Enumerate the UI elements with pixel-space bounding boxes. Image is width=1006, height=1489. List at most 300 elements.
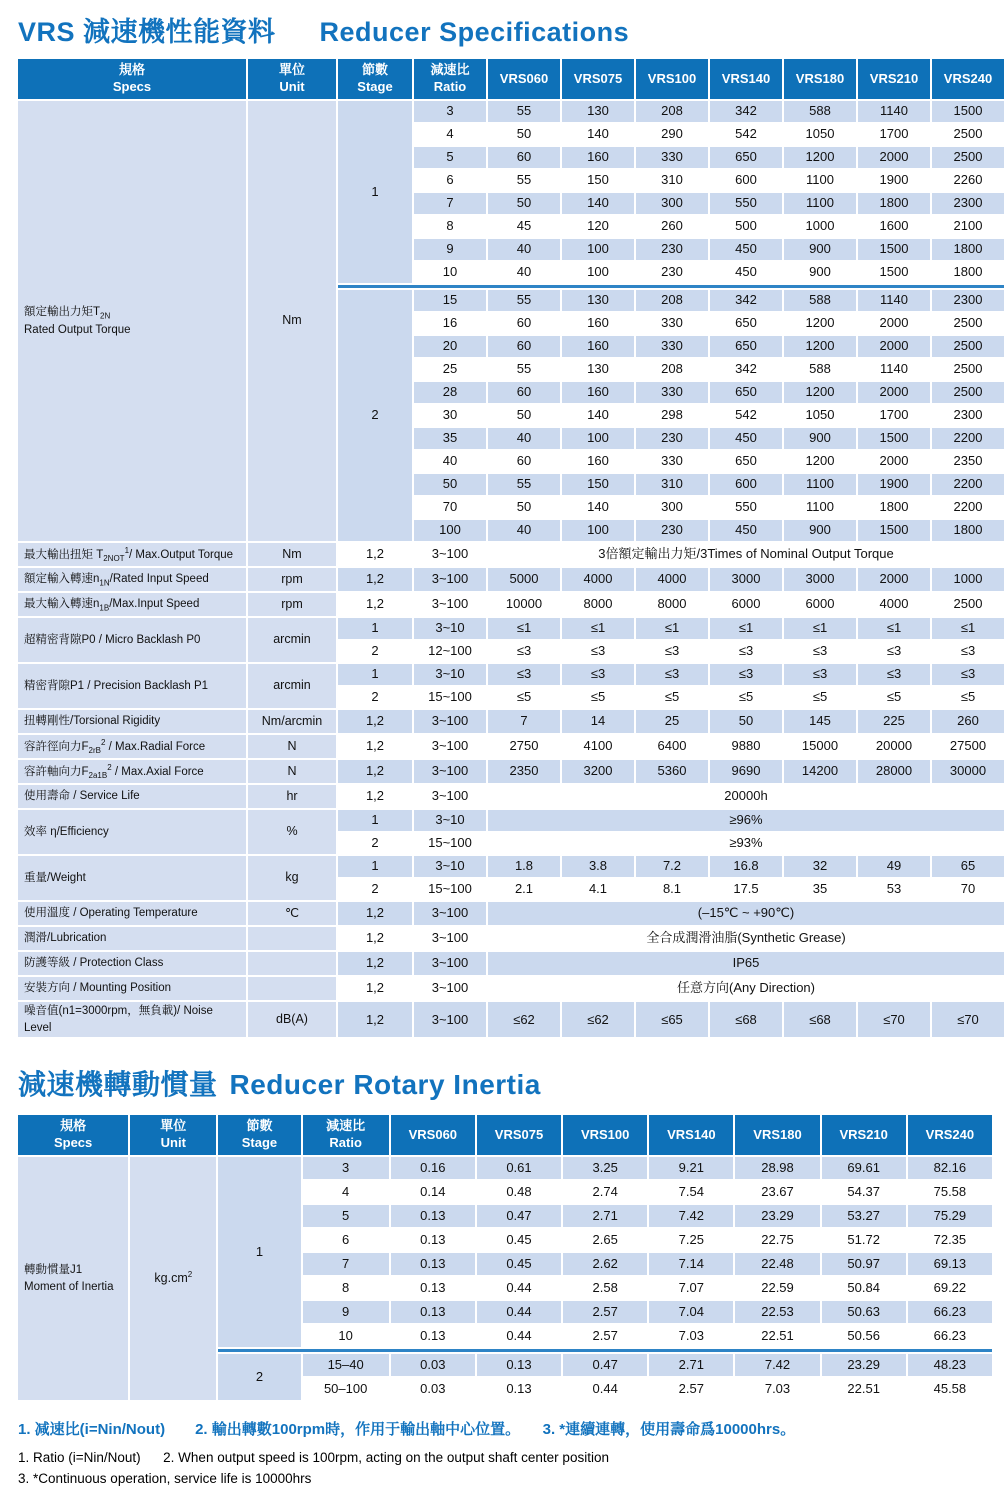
value-cell: 588 <box>784 359 856 380</box>
value-cell: 330 <box>636 382 708 403</box>
stage-cell: 2 <box>338 833 412 854</box>
value-cell: 2.1 <box>488 879 560 900</box>
value-cell: ≤5 <box>932 687 1004 708</box>
ratio-cell: 12~100 <box>414 641 486 662</box>
stage-cell: 1,2 <box>338 568 412 591</box>
value-cell: 130 <box>562 359 634 380</box>
model-header: VRS100 <box>563 1115 647 1155</box>
value-cell: 69.22 <box>908 1277 992 1299</box>
table-row <box>18 735 1004 758</box>
ratio-cell: 3~100 <box>414 593 486 616</box>
table-row <box>18 760 1004 783</box>
reducer-rotary-inertia-table <box>16 1113 994 1402</box>
value-cell: 1500 <box>858 239 930 260</box>
value-cell: 60 <box>488 451 560 472</box>
value-cell: 0.13 <box>477 1378 561 1400</box>
value-cell: ≤68 <box>784 1002 856 1037</box>
spec-cell: 額定輸出力矩$T_{2N}$ Rated Output Torque <box>18 101 246 541</box>
stage-cell: 2 <box>338 879 412 900</box>
value-cell: 600 <box>710 170 782 191</box>
value-cell: 260 <box>636 216 708 237</box>
value-cell: 310 <box>636 170 708 191</box>
value-cell: 1800 <box>932 520 1004 541</box>
value-cell: 650 <box>710 313 782 334</box>
value-cell: 230 <box>636 520 708 541</box>
spec-table-head <box>18 59 1004 99</box>
table-row <box>18 1002 1004 1037</box>
value-cell: 588 <box>784 290 856 311</box>
value-cell: 330 <box>636 147 708 168</box>
stage-cell: 1,2 <box>338 710 412 733</box>
spec-title-zh: VRS 減速機性能資料 <box>18 17 276 47</box>
stage-cell: 1,2 <box>338 543 412 566</box>
unit-cell: rpm <box>248 568 336 591</box>
unit-cell: arcmin <box>248 618 336 662</box>
ratio-cell: 3~100 <box>414 952 486 975</box>
value-cell: 1800 <box>858 497 930 518</box>
value-cell: 145 <box>784 710 856 733</box>
value-cell: 650 <box>710 382 782 403</box>
value-cell: ≤3 <box>488 641 560 662</box>
value-cell: 35 <box>784 879 856 900</box>
value-cell: 6000 <box>784 593 856 616</box>
value-cell: 342 <box>710 101 782 122</box>
value-cell: ≤3 <box>784 664 856 685</box>
stage-cell: 1,2 <box>338 927 412 950</box>
value-cell: 7.04 <box>649 1301 733 1323</box>
value-cell: 0.44 <box>563 1378 647 1400</box>
value-cell: ≤65 <box>636 1002 708 1037</box>
value-cell: 50.56 <box>822 1325 906 1347</box>
ratio-cell: 50 <box>414 474 486 495</box>
value-cell: 100 <box>562 262 634 283</box>
value-cell: 290 <box>636 124 708 145</box>
spec-cell: 容許軸向力$F_{2a1B}^2$ / Max.Axial Force <box>18 760 246 783</box>
ratio-cell: 40 <box>414 451 486 472</box>
value-cell: 50.84 <box>822 1277 906 1299</box>
value-cell: 16.8 <box>710 856 782 877</box>
unit-cell: N <box>248 735 336 758</box>
unit-cell <box>248 952 336 975</box>
value-cell: 160 <box>562 147 634 168</box>
value-cell: 22.48 <box>735 1253 819 1275</box>
value-cell: 208 <box>636 101 708 122</box>
value-cell: 1.8 <box>488 856 560 877</box>
value-cell: 66.23 <box>908 1301 992 1323</box>
value-cell: 50 <box>488 124 560 145</box>
span-cell: 20000h <box>488 785 1004 808</box>
model-header: VRS240 <box>908 1115 992 1155</box>
value-cell: 4.1 <box>562 879 634 900</box>
footnote-en-2: 3. *Continuous operation, service life is 10000hrs <box>18 1470 312 1486</box>
spec-cell: 重量/Weight <box>18 856 246 900</box>
unit-cell <box>248 927 336 950</box>
value-cell: ≤1 <box>784 618 856 639</box>
value-cell: 5000 <box>488 568 560 591</box>
ratio-cell: 15~100 <box>414 687 486 708</box>
spec-section-title <box>18 10 986 49</box>
spec-cell: 最大輸出扭矩 $T_{2NOT}^1/$ Max.Output Torque <box>18 543 246 566</box>
value-cell: 650 <box>710 451 782 472</box>
value-cell: ≤70 <box>858 1002 930 1037</box>
stage-divider <box>338 285 1004 288</box>
ratio-cell: 5 <box>303 1205 389 1227</box>
column-header: 節數 Stage <box>218 1115 300 1155</box>
value-cell: 0.14 <box>391 1181 475 1203</box>
value-cell: 1900 <box>858 170 930 191</box>
spec-title-en: Reducer Specifications <box>319 17 630 47</box>
ratio-cell: 15~100 <box>414 833 486 854</box>
value-cell: 2.57 <box>563 1301 647 1323</box>
span-cell: IP65 <box>488 952 1004 975</box>
stage-cell: 1 <box>338 810 412 831</box>
value-cell: 9690 <box>710 760 782 783</box>
ratio-cell: 8 <box>414 216 486 237</box>
value-cell: 75.58 <box>908 1181 992 1203</box>
ratio-cell: 4 <box>414 124 486 145</box>
value-cell: 50 <box>710 710 782 733</box>
ratio-cell: 3~100 <box>414 760 486 783</box>
value-cell: 49 <box>858 856 930 877</box>
stage-cell: 1,2 <box>338 760 412 783</box>
value-cell: 2200 <box>932 428 1004 449</box>
value-cell: 8000 <box>562 593 634 616</box>
ratio-cell: 7 <box>303 1253 389 1275</box>
value-cell: 1200 <box>784 147 856 168</box>
unit-cell: % <box>248 810 336 854</box>
ratio-cell: 3~100 <box>414 927 486 950</box>
stage-cell: 2 <box>338 290 412 541</box>
value-cell: 2000 <box>858 451 930 472</box>
value-cell: 2750 <box>488 735 560 758</box>
value-cell: 300 <box>636 497 708 518</box>
unit-cell: rpm <box>248 593 336 616</box>
value-cell: 45 <box>488 216 560 237</box>
ratio-cell: 3~100 <box>414 543 486 566</box>
value-cell: 0.13 <box>391 1277 475 1299</box>
value-cell: 7.2 <box>636 856 708 877</box>
value-cell: 1000 <box>784 216 856 237</box>
value-cell: 1100 <box>784 193 856 214</box>
value-cell: 20000 <box>858 735 930 758</box>
model-header: VRS140 <box>649 1115 733 1155</box>
ratio-cell: 4 <box>303 1181 389 1203</box>
value-cell: 55 <box>488 474 560 495</box>
value-cell: ≤1 <box>636 618 708 639</box>
model-header: VRS100 <box>636 59 708 99</box>
spec-cell: 安裝方向 / Mounting Position <box>18 977 246 1000</box>
column-header: 單位 Unit <box>248 59 336 99</box>
value-cell: 2500 <box>932 147 1004 168</box>
value-cell: 550 <box>710 497 782 518</box>
value-cell: 298 <box>636 405 708 426</box>
value-cell: 0.44 <box>477 1301 561 1323</box>
value-cell: 0.61 <box>477 1157 561 1179</box>
value-cell: 17.5 <box>710 879 782 900</box>
value-cell: 60 <box>488 313 560 334</box>
value-cell: 4000 <box>562 568 634 591</box>
span-cell: ≥93% <box>488 833 1004 854</box>
value-cell: 120 <box>562 216 634 237</box>
ratio-cell: 3~10 <box>414 856 486 877</box>
value-cell: 45.58 <box>908 1378 992 1400</box>
value-cell: 0.45 <box>477 1253 561 1275</box>
model-header: VRS060 <box>488 59 560 99</box>
ratio-cell: 50–100 <box>303 1378 389 1400</box>
ratio-cell: 3~100 <box>414 568 486 591</box>
model-header: VRS075 <box>562 59 634 99</box>
value-cell: 72.35 <box>908 1229 992 1251</box>
span-cell: 任意方向(Any Direction) <box>488 977 1004 1000</box>
footnote-zh: 1. 减速比(i=Nin/Nout) 2. 輸出轉數100rpm時，作用于輸出軸中心位置。 3. *連續連轉，使用壽命爲10000hrs。 <box>18 1421 796 1439</box>
value-cell: 0.45 <box>477 1229 561 1251</box>
stage-cell: 1,2 <box>338 977 412 1000</box>
ratio-cell: 6 <box>303 1229 389 1251</box>
value-cell: 2200 <box>932 474 1004 495</box>
unit-cell: kg <box>248 856 336 900</box>
ratio-cell: 3~100 <box>414 785 486 808</box>
value-cell: 82.16 <box>908 1157 992 1179</box>
spec-cell: 最大輸入轉速$n_{1B}/Max.Input$ Speed <box>18 593 246 616</box>
ratio-cell: 8 <box>303 1277 389 1299</box>
value-cell: 66.23 <box>908 1325 992 1347</box>
value-cell: 0.13 <box>477 1354 561 1376</box>
value-cell: 2.57 <box>649 1378 733 1400</box>
reducer-specifications-table <box>16 57 1006 1039</box>
stage-cell: 1 <box>338 856 412 877</box>
model-header: VRS180 <box>735 1115 819 1155</box>
value-cell: 0.47 <box>563 1354 647 1376</box>
column-header: 規格 Specs <box>18 1115 128 1155</box>
value-cell: 51.72 <box>822 1229 906 1251</box>
value-cell: 40 <box>488 520 560 541</box>
value-cell: 28000 <box>858 760 930 783</box>
value-cell: 50 <box>488 405 560 426</box>
stage-cell: 1,2 <box>338 902 412 925</box>
value-cell: ≤3 <box>710 664 782 685</box>
value-cell: 2.57 <box>563 1325 647 1347</box>
value-cell: 7.54 <box>649 1181 733 1203</box>
value-cell: 600 <box>710 474 782 495</box>
table-row <box>18 710 1004 733</box>
table-row <box>18 664 1004 685</box>
value-cell: 60 <box>488 147 560 168</box>
column-header: 規格 Specs <box>18 59 246 99</box>
value-cell: 310 <box>636 474 708 495</box>
value-cell: ≤5 <box>636 687 708 708</box>
column-header: 節數 Stage <box>338 59 412 99</box>
model-header: VRS210 <box>822 1115 906 1155</box>
value-cell: ≤3 <box>710 641 782 662</box>
unit-cell: Nm/arcmin <box>248 710 336 733</box>
ratio-cell: 6 <box>414 170 486 191</box>
value-cell: 2350 <box>932 451 1004 472</box>
value-cell: 1500 <box>858 262 930 283</box>
value-cell: ≤68 <box>710 1002 782 1037</box>
ratio-cell: 3 <box>414 101 486 122</box>
value-cell: 130 <box>562 101 634 122</box>
value-cell: 55 <box>488 170 560 191</box>
value-cell: 1900 <box>858 474 930 495</box>
value-cell: 2300 <box>932 290 1004 311</box>
value-cell: 330 <box>636 313 708 334</box>
value-cell: 2100 <box>932 216 1004 237</box>
header-row <box>18 59 1004 99</box>
value-cell: 230 <box>636 262 708 283</box>
value-cell: ≤3 <box>488 664 560 685</box>
value-cell: ≤5 <box>488 687 560 708</box>
value-cell: 100 <box>562 520 634 541</box>
value-cell: 2.65 <box>563 1229 647 1251</box>
ratio-cell: 35 <box>414 428 486 449</box>
value-cell: 22.51 <box>822 1378 906 1400</box>
value-cell: 100 <box>562 428 634 449</box>
stage-cell: 1,2 <box>338 952 412 975</box>
ratio-cell: 3~10 <box>414 664 486 685</box>
value-cell: ≤62 <box>562 1002 634 1037</box>
table-row <box>18 927 1004 950</box>
value-cell: 450 <box>710 239 782 260</box>
spec-cell: 噪音值(n1=3000rpm，無負載)/ Noise Level <box>18 1002 246 1037</box>
value-cell: 1800 <box>932 262 1004 283</box>
ratio-cell: 15 <box>414 290 486 311</box>
value-cell: 230 <box>636 428 708 449</box>
spec-cell: 額定輸入轉速$n_{1N}$/Rated Input Speed <box>18 568 246 591</box>
value-cell: 50 <box>488 497 560 518</box>
value-cell: 9.21 <box>649 1157 733 1179</box>
value-cell: 25 <box>636 710 708 733</box>
table-row <box>18 1157 992 1179</box>
value-cell: 1050 <box>784 124 856 145</box>
unit-cell: ℃ <box>248 902 336 925</box>
value-cell: 7.42 <box>649 1205 733 1227</box>
value-cell: 450 <box>710 428 782 449</box>
ratio-cell: 3~10 <box>414 810 486 831</box>
value-cell: 2000 <box>858 313 930 334</box>
value-cell: 60 <box>488 336 560 357</box>
inertia-section-title <box>18 1063 986 1103</box>
value-cell: 60 <box>488 382 560 403</box>
unit-cell: Nm <box>248 101 336 541</box>
header-row <box>18 1115 992 1155</box>
value-cell: ≤5 <box>858 687 930 708</box>
value-cell: 225 <box>858 710 930 733</box>
value-cell: 588 <box>784 101 856 122</box>
value-cell: ≤1 <box>932 618 1004 639</box>
value-cell: 50.63 <box>822 1301 906 1323</box>
value-cell: 0.48 <box>477 1181 561 1203</box>
value-cell: 140 <box>562 405 634 426</box>
ratio-cell: 100 <box>414 520 486 541</box>
value-cell: 30000 <box>932 760 1004 783</box>
value-cell: 900 <box>784 262 856 283</box>
ratio-cell: 15–40 <box>303 1354 389 1376</box>
value-cell: 330 <box>636 336 708 357</box>
ratio-cell: 3~100 <box>414 735 486 758</box>
value-cell: 542 <box>710 405 782 426</box>
spec-cell: 防護等級 / Protection Class <box>18 952 246 975</box>
value-cell: 900 <box>784 520 856 541</box>
value-cell: 2500 <box>932 313 1004 334</box>
value-cell: 1140 <box>858 101 930 122</box>
value-cell: 27500 <box>932 735 1004 758</box>
value-cell: 1200 <box>784 382 856 403</box>
span-cell: 全合成潤滑油脂(Synthetic Grease) <box>488 927 1004 950</box>
value-cell: ≤3 <box>784 641 856 662</box>
value-cell: ≤5 <box>562 687 634 708</box>
column-header: 減速比 Ratio <box>414 59 486 99</box>
ratio-cell: 30 <box>414 405 486 426</box>
value-cell: 1140 <box>858 359 930 380</box>
ratio-cell: 16 <box>414 313 486 334</box>
stage-cell: 1,2 <box>338 593 412 616</box>
value-cell: 7.42 <box>735 1354 819 1376</box>
table-row <box>18 785 1004 808</box>
value-cell: 160 <box>562 382 634 403</box>
ratio-cell: 10 <box>414 262 486 283</box>
value-cell: 0.03 <box>391 1378 475 1400</box>
value-cell: 2000 <box>858 568 930 591</box>
value-cell: 160 <box>562 313 634 334</box>
ratio-cell: 3~10 <box>414 618 486 639</box>
value-cell: 75.29 <box>908 1205 992 1227</box>
value-cell: 3200 <box>562 760 634 783</box>
value-cell: 4000 <box>858 593 930 616</box>
value-cell: 55 <box>488 101 560 122</box>
footnotes <box>18 1418 986 1489</box>
spec-cell: 使用溫度 / Operating Temperature <box>18 902 246 925</box>
value-cell: 53.27 <box>822 1205 906 1227</box>
value-cell: 40 <box>488 262 560 283</box>
spec-cell: 潤滑/Lubrication <box>18 927 246 950</box>
value-cell: 0.44 <box>477 1325 561 1347</box>
stage-cell: 1,2 <box>338 735 412 758</box>
value-cell: 160 <box>562 451 634 472</box>
value-cell: 1050 <box>784 405 856 426</box>
value-cell: 22.59 <box>735 1277 819 1299</box>
ratio-cell: 3~100 <box>414 710 486 733</box>
value-cell: 54.37 <box>822 1181 906 1203</box>
value-cell: 2.71 <box>649 1354 733 1376</box>
value-cell: ≤1 <box>858 618 930 639</box>
column-header: 單位 Unit <box>130 1115 216 1155</box>
value-cell: 1800 <box>858 193 930 214</box>
table-row <box>18 543 1004 566</box>
value-cell: 5360 <box>636 760 708 783</box>
value-cell: 140 <box>562 497 634 518</box>
value-cell: ≤1 <box>710 618 782 639</box>
value-cell: 48.23 <box>908 1354 992 1376</box>
spec-cell: 使用壽命 / Service Life <box>18 785 246 808</box>
value-cell: ≤1 <box>562 618 634 639</box>
value-cell: 40 <box>488 239 560 260</box>
value-cell: 15000 <box>784 735 856 758</box>
ratio-cell: 20 <box>414 336 486 357</box>
stage-cell: 1 <box>338 618 412 639</box>
value-cell: 2300 <box>932 405 1004 426</box>
value-cell: 208 <box>636 290 708 311</box>
model-header: VRS180 <box>784 59 856 99</box>
value-cell: 342 <box>710 359 782 380</box>
model-header: VRS210 <box>858 59 930 99</box>
value-cell: 3.25 <box>563 1157 647 1179</box>
value-cell: 330 <box>636 451 708 472</box>
value-cell: ≤5 <box>710 687 782 708</box>
ratio-cell: 9 <box>303 1301 389 1323</box>
value-cell: 450 <box>710 262 782 283</box>
value-cell: ≤3 <box>932 664 1004 685</box>
value-cell: 0.13 <box>391 1229 475 1251</box>
